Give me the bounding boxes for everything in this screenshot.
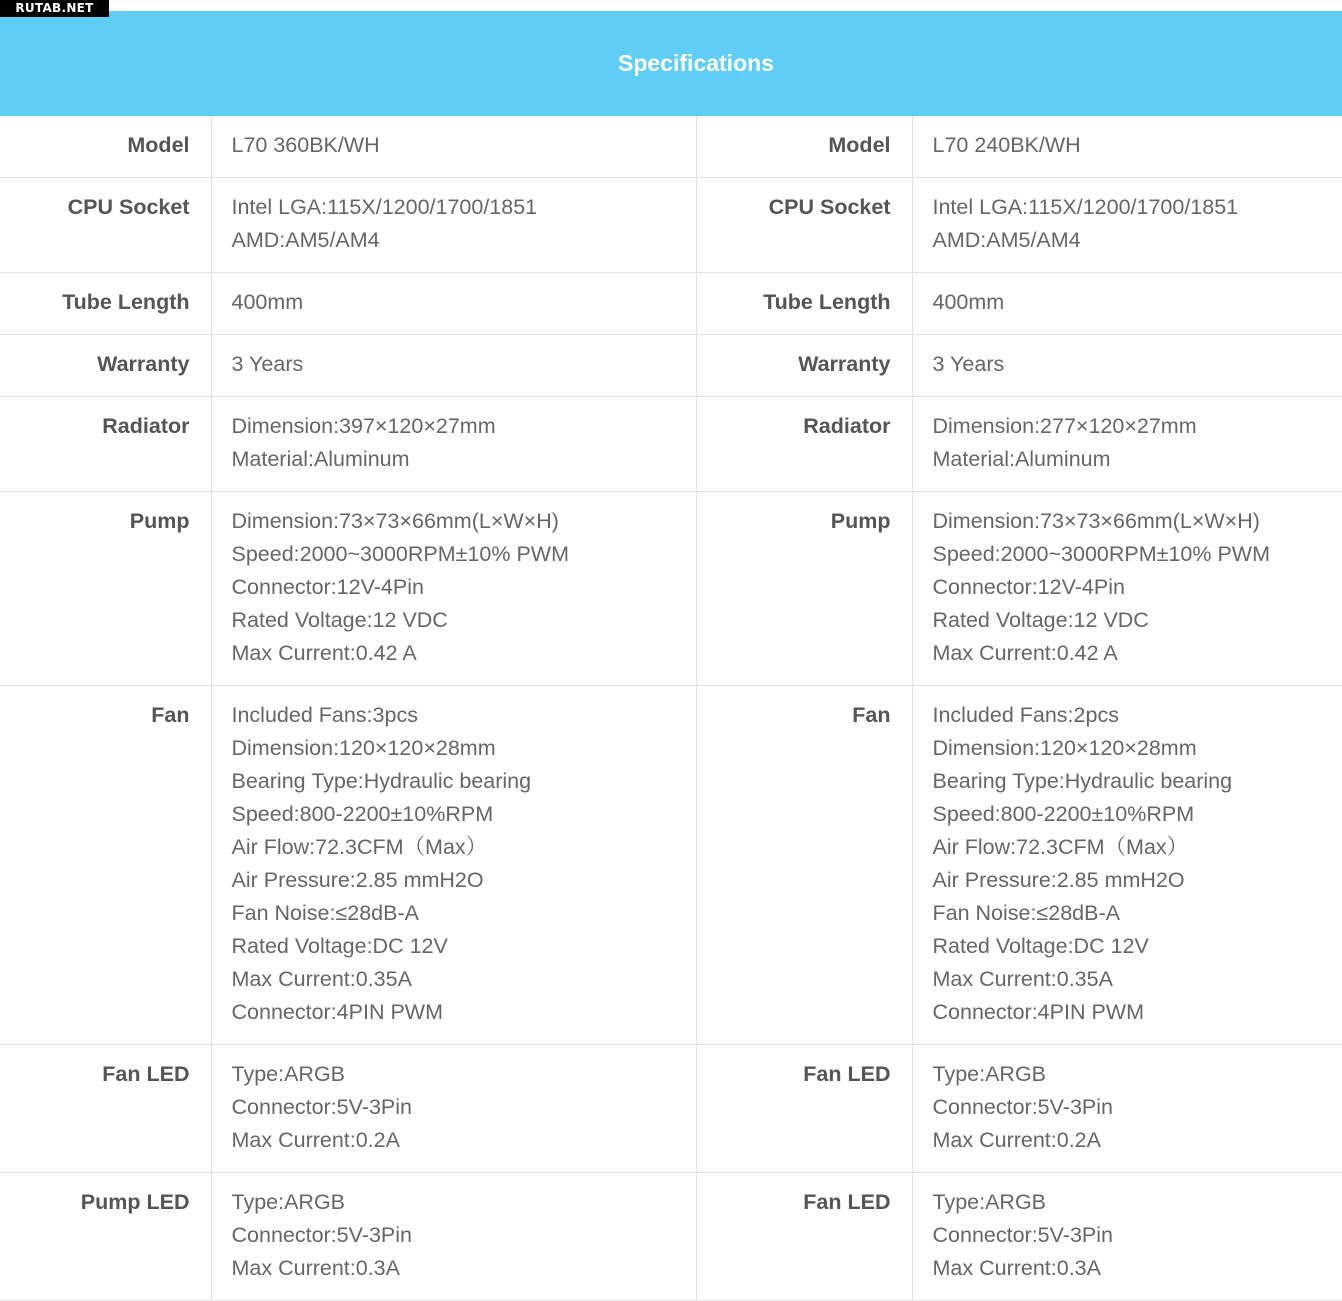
spec-row — [0, 397, 697, 492]
spec-value-line: Included Fans:2pcs — [933, 699, 1342, 732]
spec-label: Fan LED — [697, 1173, 912, 1301]
spec-row — [697, 397, 1342, 492]
spec-label: Model — [697, 116, 912, 178]
spec-value-line: Rated Voltage:12 VDC — [933, 604, 1342, 637]
watermark-badge: RUTAB.NET — [0, 0, 109, 17]
spec-value-line: L70 360BK/WH — [232, 129, 697, 162]
spec-value-line: Fan Noise:≤28dB-A — [933, 897, 1342, 930]
spec-value — [211, 1045, 697, 1173]
spec-value-line: Rated Voltage:DC 12V — [232, 930, 697, 963]
spec-value-line: Rated Voltage:DC 12V — [933, 930, 1342, 963]
spec-value — [211, 397, 697, 492]
spec-value — [912, 492, 1342, 686]
spec-tables — [0, 116, 1342, 1301]
spec-value-line: 3 Years — [232, 348, 697, 381]
spec-value — [912, 335, 1342, 397]
spec-value-line: Connector:5V-3Pin — [232, 1219, 697, 1252]
specifications-header — [0, 11, 1342, 116]
spec-value-line: Connector:12V-4Pin — [232, 571, 697, 604]
spec-label: Fan LED — [697, 1045, 912, 1173]
spec-label: Fan LED — [0, 1045, 211, 1173]
spec-table-right — [697, 116, 1342, 1301]
spec-row — [0, 273, 697, 335]
spec-value-line: Rated Voltage:12 VDC — [232, 604, 697, 637]
spec-value — [211, 273, 697, 335]
spec-value — [912, 397, 1342, 492]
spec-row — [697, 335, 1342, 397]
spec-value-line: Max Current:0.3A — [232, 1252, 697, 1285]
spec-value-line: AMD:AM5/AM4 — [933, 224, 1342, 257]
spec-value-line: Speed:2000~3000RPM±10% PWM — [933, 538, 1342, 571]
spec-value-line: Speed:800-2200±10%RPM — [232, 798, 697, 831]
spec-value-line: Type:ARGB — [933, 1058, 1342, 1091]
spec-row — [697, 116, 1342, 178]
spec-value — [912, 1045, 1342, 1173]
spec-value-line: Dimension:277×120×27mm — [933, 410, 1342, 443]
page-title: Specifications — [618, 50, 774, 77]
spec-value-line: Max Current:0.42 A — [232, 637, 697, 670]
spec-value-line: Connector:4PIN PWM — [933, 996, 1342, 1029]
spec-value-line: Dimension:120×120×28mm — [232, 732, 697, 765]
spec-value-line: Dimension:120×120×28mm — [933, 732, 1342, 765]
spec-row — [697, 178, 1342, 273]
spec-value-line: Max Current:0.2A — [232, 1124, 697, 1157]
spec-label: Warranty — [0, 335, 211, 397]
spec-row — [0, 1045, 697, 1173]
spec-label: Radiator — [0, 397, 211, 492]
spec-value-line: Fan Noise:≤28dB-A — [232, 897, 697, 930]
spec-value — [211, 335, 697, 397]
spec-value-line: Bearing Type:Hydraulic bearing — [232, 765, 697, 798]
spec-value — [912, 1173, 1342, 1301]
spec-value-line: AMD:AM5/AM4 — [232, 224, 697, 257]
spec-label: Pump — [0, 492, 211, 686]
spec-label: CPU Socket — [697, 178, 912, 273]
spec-label: Fan — [697, 686, 912, 1045]
spec-value-line: Dimension:73×73×66mm(L×W×H) — [232, 505, 697, 538]
spec-value — [211, 686, 697, 1045]
spec-row — [0, 686, 697, 1045]
spec-value-line: 400mm — [232, 286, 697, 319]
spec-value-line: Material:Aluminum — [933, 443, 1342, 476]
spec-value-line: Material:Aluminum — [232, 443, 697, 476]
spec-value-line: Speed:800-2200±10%RPM — [933, 798, 1342, 831]
spec-value — [912, 273, 1342, 335]
spec-row — [697, 492, 1342, 686]
spec-value-line: Max Current:0.35A — [933, 963, 1342, 996]
spec-value-line: Max Current:0.35A — [232, 963, 697, 996]
spec-value-line: Air Pressure:2.85 mmH2O — [232, 864, 697, 897]
spec-value-line: Type:ARGB — [232, 1058, 697, 1091]
spec-row — [0, 178, 697, 273]
spec-value-line: L70 240BK/WH — [933, 129, 1342, 162]
spec-value — [912, 116, 1342, 178]
spec-value-line: Connector:5V-3Pin — [933, 1219, 1342, 1252]
spec-row — [697, 1045, 1342, 1173]
spec-label: Tube Length — [0, 273, 211, 335]
spec-row — [0, 116, 697, 178]
spec-value-line: Connector:12V-4Pin — [933, 571, 1342, 604]
spec-label: Fan — [0, 686, 211, 1045]
spec-row — [697, 1173, 1342, 1301]
spec-value-line: Included Fans:3pcs — [232, 699, 697, 732]
spec-value-line: Bearing Type:Hydraulic bearing — [933, 765, 1342, 798]
spec-label: Radiator — [697, 397, 912, 492]
spec-label: Model — [0, 116, 211, 178]
spec-label: Warranty — [697, 335, 912, 397]
spec-label: Pump — [697, 492, 912, 686]
spec-row — [0, 1173, 697, 1301]
spec-value-line: 400mm — [933, 286, 1342, 319]
spec-value-line: Max Current:0.42 A — [933, 637, 1342, 670]
spec-value — [211, 116, 697, 178]
spec-value-line: Dimension:397×120×27mm — [232, 410, 697, 443]
spec-value-line: Type:ARGB — [933, 1186, 1342, 1219]
spec-value-line: Air Flow:72.3CFM（Max） — [232, 831, 697, 864]
spec-value-line: Air Flow:72.3CFM（Max） — [933, 831, 1342, 864]
spec-value — [211, 492, 697, 686]
spec-value — [211, 1173, 697, 1301]
spec-value-line: Intel LGA:115X/1200/1700/1851 — [933, 191, 1342, 224]
spec-value-line: Max Current:0.2A — [933, 1124, 1342, 1157]
spec-row — [697, 686, 1342, 1045]
spec-value-line: Connector:4PIN PWM — [232, 996, 697, 1029]
spec-label: CPU Socket — [0, 178, 211, 273]
spec-value-line: Max Current:0.3A — [933, 1252, 1342, 1285]
spec-value — [211, 178, 697, 273]
spec-row — [0, 492, 697, 686]
spec-value-line: Air Pressure:2.85 mmH2O — [933, 864, 1342, 897]
spec-value — [912, 686, 1342, 1045]
spec-value-line: Dimension:73×73×66mm(L×W×H) — [933, 505, 1342, 538]
spec-label: Pump LED — [0, 1173, 211, 1301]
spec-row — [0, 335, 697, 397]
spec-value — [912, 178, 1342, 273]
spec-value-line: Speed:2000~3000RPM±10% PWM — [232, 538, 697, 571]
spec-value-line: Connector:5V-3Pin — [232, 1091, 697, 1124]
spec-value-line: Connector:5V-3Pin — [933, 1091, 1342, 1124]
spec-value-line: 3 Years — [933, 348, 1342, 381]
spec-value-line: Intel LGA:115X/1200/1700/1851 — [232, 191, 697, 224]
spec-row — [697, 273, 1342, 335]
spec-label: Tube Length — [697, 273, 912, 335]
spec-value-line: Type:ARGB — [232, 1186, 697, 1219]
spec-table-left — [0, 116, 697, 1301]
